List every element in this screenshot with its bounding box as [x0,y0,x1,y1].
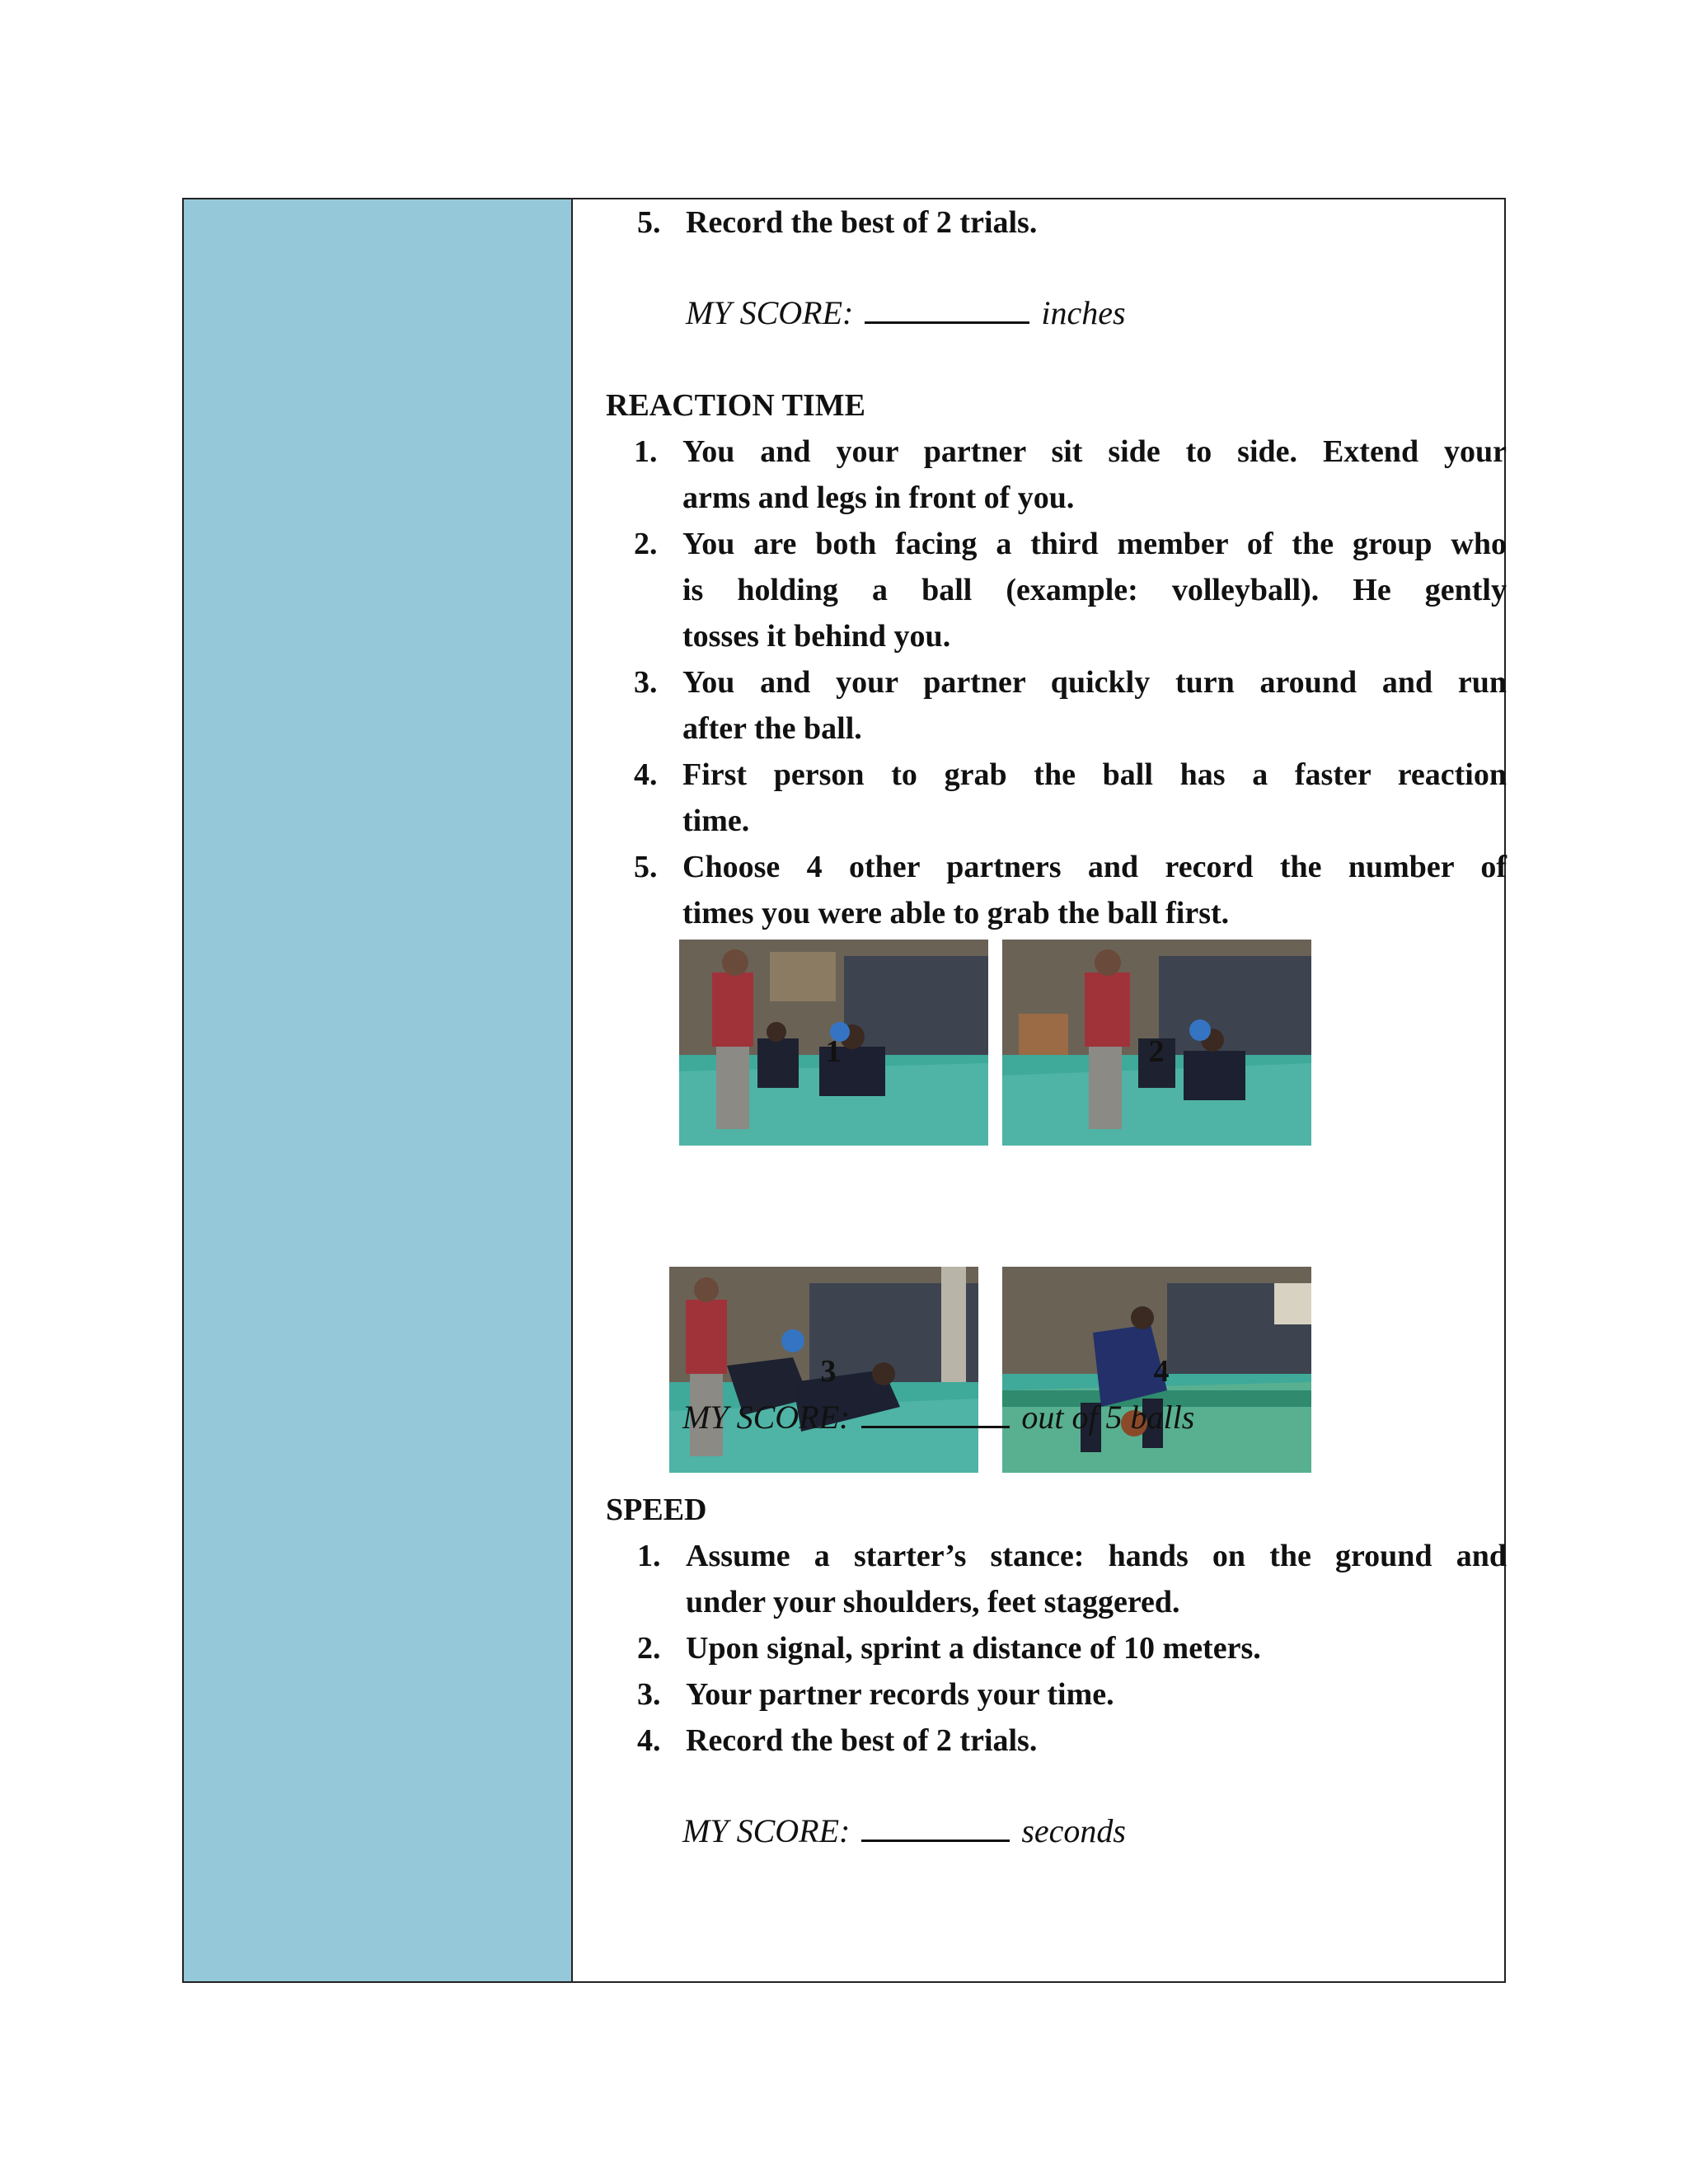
score-blank[interactable] [865,292,1029,324]
score-blank[interactable] [861,1396,1010,1428]
speed-item4-line1: Record the best of 2 trials. [686,1723,1038,1758]
speed-item1-line1: Assume a starter’s stance: hands on the ground and [686,1539,1507,1573]
speed-item2-number: 2. [637,1631,661,1666]
score-unit: out of 5 balls [1021,1399,1195,1436]
score-label: MY SCORE: [682,1399,851,1436]
score-unit: seconds [1021,1812,1126,1849]
score-unit: inches [1041,294,1126,331]
reaction-item3-number: 3. [634,665,658,700]
reaction-item3-line1: You and your partner quickly turn around and run [682,665,1507,700]
content-column [573,199,1507,1981]
score-blank[interactable] [861,1810,1010,1842]
speed-item2-line1: Upon signal, sprint a distance of 10 meters. [686,1631,1261,1666]
reaction-item3-line2: after the ball. [682,711,862,746]
reaction-item2-line2: is holding a ball (example: volleyball). He gently [682,573,1507,607]
reaction-item4-line2: time. [682,804,750,838]
reaction-item4-number: 4. [634,757,658,792]
reaction-item1-line1: You and your partner sit side to side. Extend your [682,434,1507,469]
reaction-item1-line2: arms and legs in front of you. [682,480,1075,515]
reaction-item5-line1: Choose 4 other partners and record the number of [682,850,1507,884]
score-label: MY SCORE: [682,1812,851,1849]
speed-item1-number: 1. [637,1539,661,1573]
speed-item1-line2: under your shoulders, feet staggered. [686,1585,1180,1619]
top-item5-text: Record the best of 2 trials. [686,205,1038,240]
reaction-score-line [682,1394,1194,1441]
worksheet-table [182,198,1506,1983]
reaction-time-heading: REACTION TIME [606,388,865,423]
reaction-item5-line2: times you were able to grab the ball first. [682,896,1230,930]
speed-heading: SPEED [606,1493,707,1527]
reaction-item2-number: 2. [634,527,658,561]
top-score-line [686,290,1126,336]
reaction-item1-number: 1. [634,434,658,469]
speed-item3-number: 3. [637,1677,661,1712]
reaction-item4-line1: First person to grab the ball has a faster reaction [682,757,1507,792]
side-column [184,199,573,1981]
photo-caption-4: 4 [1153,1354,1170,1389]
top-item5-number: 5. [637,205,661,240]
speed-item3-line1: Your partner records your time. [686,1677,1114,1712]
photo-caption-2: 2 [1148,1034,1165,1069]
reaction-item2-line1: You are both facing a third member of the group who [682,527,1507,561]
speed-item4-number: 4. [637,1723,661,1758]
reaction-item2-line3: tosses it behind you. [682,619,951,654]
photo-caption-1: 1 [825,1034,842,1069]
score-label: MY SCORE: [686,294,854,331]
photo-caption-3: 3 [820,1354,837,1389]
speed-score-line [682,1808,1126,1854]
reaction-item5-number: 5. [634,850,658,884]
